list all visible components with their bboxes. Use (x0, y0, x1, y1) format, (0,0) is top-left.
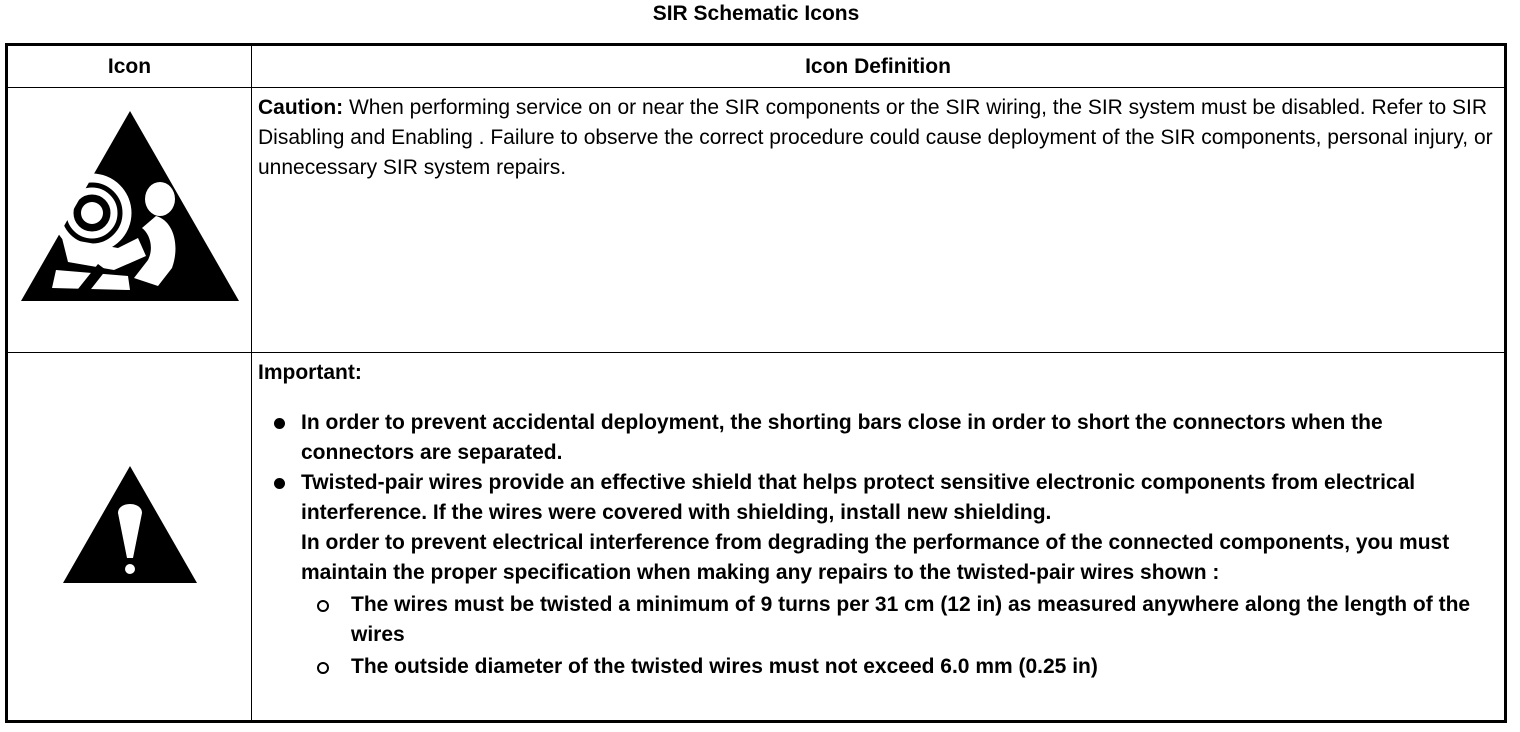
bullet-dot-icon (274, 478, 285, 489)
header-icon-definition: Icon Definition (252, 45, 1506, 88)
caution-label: Caution: (258, 96, 344, 119)
table-header-row (7, 45, 1506, 88)
important-definition (252, 353, 1506, 722)
important-bullet-list (258, 408, 1496, 682)
bullet-text-continued: In order to prevent electrical interference from degrading the performance of the connected components, you must maintain the proper specification when making any repairs to the twisted-pair wires shown : (301, 531, 1450, 584)
sir-icons-table (5, 43, 1507, 723)
bullet-text: In order to prevent accidental deployment, the shorting bars close in order to short the connectors when the connectors are separated. (301, 411, 1383, 464)
icon-cell (7, 353, 252, 722)
list-item (258, 468, 1496, 682)
bullet-ring-icon (317, 600, 329, 612)
bullet-ring-icon (317, 662, 329, 674)
important-label: Important: (258, 361, 362, 384)
exclamation-warning-triangle-icon (8, 353, 251, 727)
list-item (301, 652, 1496, 682)
sub-bullet-list (301, 590, 1496, 682)
page-title: SIR Schematic Icons (652, 2, 860, 25)
caution-definition (252, 88, 1506, 353)
list-item (301, 590, 1496, 650)
icon-cell (7, 88, 252, 353)
airbag-caution-triangle-icon (8, 88, 251, 347)
bullet-text: Twisted-pair wires provide an effective shield that helps protect sensitive electronic components from electrical interference. If the wires were covered with shielding, install new shielding. (301, 471, 1416, 524)
list-item (258, 408, 1496, 468)
table-row (7, 88, 1506, 353)
bullet-dot-icon (274, 418, 285, 429)
caution-text: When performing service on or near the SIR components or the SIR wiring, the SIR system must be disabled. Refer to SIR Disabling and Enabling . Failure to observe the correct procedure could cause deployment of the SIR components, personal injury, or unnecessary SIR system repairs. (258, 96, 1493, 179)
header-icon: Icon (7, 45, 252, 88)
table-row (7, 353, 1506, 722)
sub-bullet-text: The wires must be twisted a minimum of 9 turns per 31 cm (12 in) as measured anywhere along the length of the wires (351, 593, 1471, 646)
sub-bullet-text: The outside diameter of the twisted wires must not exceed 6.0 mm (0.25 in) (351, 655, 1098, 678)
